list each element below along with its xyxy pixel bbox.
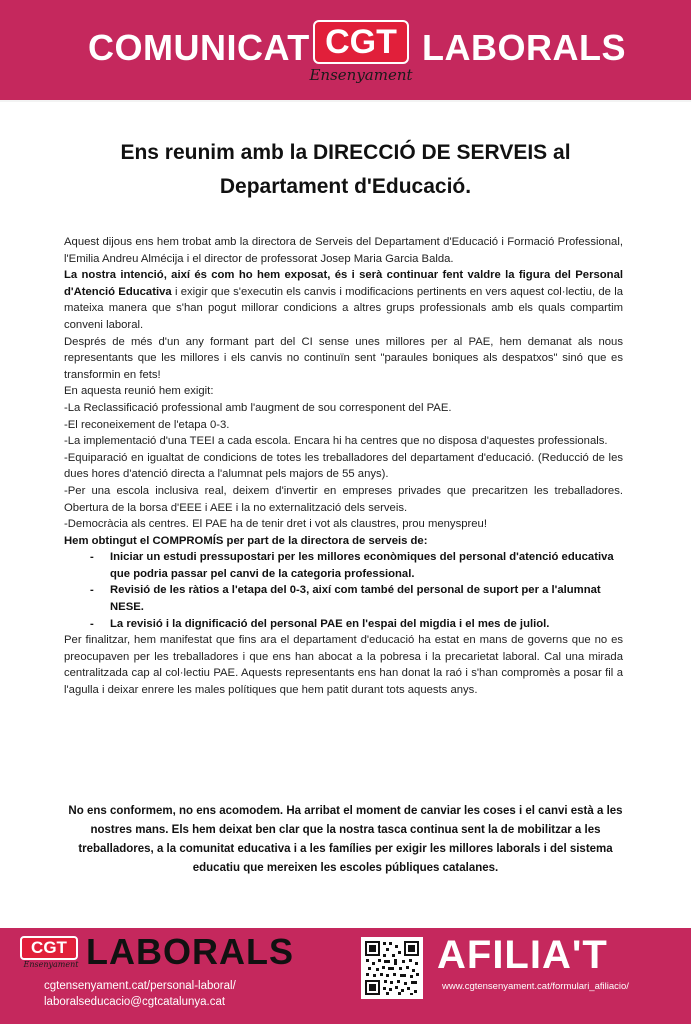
- paragraph-commitment: [64, 533, 623, 550]
- intention-bold: La nostra intenció, així és com ho hem exposat, és i serà continuar fent valdre la figura del Personal d'Atenció Educativa: [64, 269, 623, 298]
- commitment-c: per part de la directora de serveis de:: [223, 534, 428, 547]
- title-line-1: Ens reunim amb la DIRECCIÓ DE SERVEIS al: [120, 141, 571, 164]
- afilia-heading: AFILIA'T: [437, 933, 608, 977]
- footer-logo-text: CGT: [20, 936, 78, 960]
- paragraph-intro: Aquest dijous ens hem trobat amb la directora de Serveis del Departament d'Educació i Formació Professional, l'Emilia Andreu Almécija i el director de professorat Josep Maria Garcia Balda.: [64, 236, 623, 265]
- afilia-url-link[interactable]: www.cgtensenyament.cat/formulari_afiliacio/: [442, 981, 629, 992]
- demand-item: -La Reclassificació professional amb l'augment de sou corresponent del PAE.: [64, 401, 452, 414]
- body-text: [64, 234, 623, 699]
- demand-item: -La implementació d'una TEEI a cada escola. Encara hi ha centres que no disposa d'aquestes professionals.: [64, 435, 608, 448]
- paragraph-demands-heading: En aquesta reunió hem exigit:: [64, 385, 214, 398]
- demand-item: -El reconeixement de l'etapa 0-3.: [64, 418, 230, 431]
- footer-laborals: LABORALS: [86, 931, 294, 972]
- cgt-logo-subtitle: Ensenyament: [309, 66, 413, 84]
- footer-link-web[interactable]: cgtensenyament.cat/personal-laboral/: [44, 980, 236, 992]
- paragraph-context: Després de més d'un any formant part del CI sense unes millores per al PAE, hem demanat als nous representants que les millores i els canvis no continuïn sent "paraules boniques als despatxos" sinó que es transformin en fets!: [64, 335, 623, 381]
- qr-code-graphic: [364, 940, 420, 996]
- commitment-a: Hem obtingut el: [64, 534, 153, 547]
- commitment-list: [64, 549, 623, 632]
- commitment-item: - La revisió i la dignificació del personal PAE en l'espai del migdia i el mes de juliol.: [64, 616, 623, 633]
- demand-item: -Democràcia als centres. El PAE ha de tenir dret i vot als claustres, prou menyspreu!: [64, 518, 487, 531]
- closing-statement: No ens conformem, no ens acomodem. Ha arribat el moment de canviar les coses i el canvi està a les nostres mans. Els hem deixat ben clar que la nostra tasca continua sent la de mobilitzar a les treballadores, a la comunitat educativa i a les famílies per exigir les millores laborals i del sistema educatiu que mereixen les escoles públiques catalanes.: [68, 805, 623, 874]
- footer-logo-subtitle: Ensenyament: [23, 960, 79, 969]
- header-divider: [0, 100, 691, 102]
- footer-link-email[interactable]: laboralseducacio@cgtcatalunya.cat: [44, 996, 226, 1008]
- footer-cgt-logo: [20, 936, 82, 970]
- paragraph-conclusion: Per finalitzar, hem manifestat que fins ara el departament d'educació ha estat en mans de governs que no es preocupaven per les treballadores i que ens han abocat a la pobresa i la precarietat laboral. Cal una mirada centralitzada cap al col·lectiu PAE. Aquests representants ens han donat la raó i s'han compromès a posar fil a l'agulla i deixar enrere les males polítiques que hem patit durant tots aquests anys.: [64, 634, 623, 697]
- cgt-logo-text: CGT: [313, 20, 409, 64]
- header-comunicat: COMUNICAT: [88, 27, 310, 68]
- intention-rest: i exigir que s'executin els canvis i modificacions pertinents en vers aquest col·lectiu, de la mateixa manera que s'han pogut millorar condicions a altres grups professionals amb els quals compartim conveni laboral.: [64, 285, 623, 331]
- commitment-keyword: COMPROMÍS: [152, 534, 224, 547]
- paragraph-intention: [64, 267, 623, 333]
- commitment-item: - Iniciar un estudi pressupostari per les millores econòmiques del personal d'atenció educativa que podria passar pel canvi de la categoria professional.: [64, 549, 623, 582]
- header-laborals: LABORALS: [422, 27, 626, 68]
- demand-item: -Equiparació en igualtat de condicions de totes les treballadores del departament d'educació. (Reducció de les dues hores d'atenció directa a l'alumnat pels majors de 55 anys).: [64, 451, 623, 481]
- footer-links: [44, 978, 236, 1010]
- commitment-item: - Revisió de les ràtios a l'etapa del 0-3, així com també del personal de suport per a l'alumnat NESE.: [64, 582, 623, 615]
- cgt-logo: [309, 14, 413, 90]
- title-line-2: Departament d'Educació.: [219, 175, 472, 198]
- page-title: [60, 136, 631, 204]
- qr-code-icon[interactable]: [361, 937, 423, 999]
- demand-item: -Per una escola inclusiva real, deixem d'invertir en empreses privades que precaritzen les treballadores. Obertura de la borsa d'EEE i AEE i la no externalització dels serveis.: [64, 484, 623, 514]
